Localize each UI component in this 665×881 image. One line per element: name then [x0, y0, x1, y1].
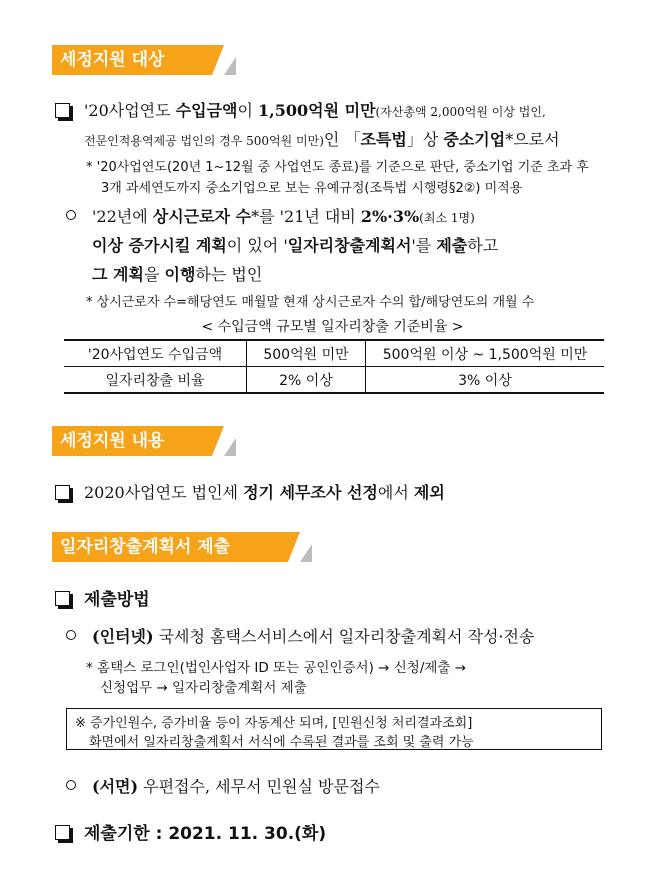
- section-title-target: 세정지원 대상: [52, 45, 212, 75]
- text: 인 「: [323, 130, 361, 149]
- circle-bullet-icon: [66, 210, 76, 220]
- text: 우편접수, 세무서 민원실 방문접수: [138, 777, 380, 796]
- target-note1-line2: 3개 과세연도까지 중소기업으로 보는 유예규정(조특법 시행령§2②) 미적용: [101, 181, 523, 196]
- text: *으로서: [505, 130, 560, 149]
- target-item2-line2: [92, 233, 498, 256]
- section-header-shadow: [300, 544, 312, 562]
- section-title-content: 세정지원 내용: [52, 426, 212, 456]
- text: 이 있어 ': [226, 236, 288, 255]
- section-header-accent: [212, 426, 224, 456]
- text: 에서: [377, 483, 414, 502]
- notice-line1: ※ 증가인원수, 증가비율 등이 자동계산 되며, [민원신청 처리결과조회]: [75, 716, 473, 731]
- method-title: 제출방법: [84, 590, 150, 610]
- text-bold: 상시근로자 수: [152, 207, 252, 226]
- text-small: 전문인적용역제공 법인의 경우 500억원 미만): [84, 134, 324, 148]
- online-note-line1: * 홈택스 로그인(법인사업자 ID 또는 공인인증서) → 신청/제출 →: [86, 660, 467, 676]
- circle-bullet-icon: [66, 780, 76, 790]
- text: 하고: [467, 236, 499, 255]
- checkbox-icon: [55, 485, 70, 500]
- table-row: [64, 367, 604, 394]
- checkbox-icon: [55, 103, 70, 118]
- text-bold: 이상 증가시킬 계획: [92, 236, 227, 255]
- target-note1-line1: * '20사업연도(20년 1~12월 중 사업연도 종료)를 기준으로 판단, 중소기업 기준 초과 후: [86, 160, 589, 175]
- target-item2-line3: [92, 262, 262, 285]
- text-bold: (서면): [92, 777, 139, 796]
- text-small: (최소 1명): [419, 211, 475, 225]
- table-caption: < 수입금액 규모별 일자리창출 기준비율 >: [201, 319, 464, 335]
- table-header-cell: '20사업연도 수입금액: [64, 340, 247, 367]
- table-cell: 2% 이상: [247, 367, 366, 394]
- table-cell: 3% 이상: [366, 367, 605, 394]
- table-header-cell: 500억원 미만: [247, 340, 366, 367]
- target-item1-line1: [84, 98, 546, 121]
- text-bold: 조특법: [360, 130, 407, 149]
- section-header-accent: [212, 45, 224, 75]
- text: *를 '21년 대비: [251, 207, 361, 226]
- deadline: 제출기한 : 2021. 11. 30.(화): [84, 824, 327, 844]
- section-header-accent: [288, 532, 300, 562]
- text-bold: 중소기업: [443, 130, 506, 149]
- text-bold: 1,500억원 미만: [258, 101, 376, 120]
- text-small: (자산총액 2,000억원 이상 법인,: [375, 105, 546, 119]
- table-header-cell: 500억원 이상 ~ 1,500억원 미만: [366, 340, 605, 367]
- text: '를: [411, 236, 437, 255]
- text: 하는 법인: [195, 265, 263, 284]
- section-header-shadow: [224, 438, 236, 456]
- text-bold: 2%·3%: [360, 207, 420, 226]
- text: '20사업연도: [84, 101, 176, 120]
- text-bold: 정기 세무조사 선정: [243, 483, 378, 502]
- ratio-table: [64, 339, 604, 394]
- target-item2-line1: [92, 204, 475, 227]
- content-line: [84, 480, 445, 503]
- text: 2020사업연도 법인세: [84, 483, 244, 502]
- checkbox-icon: [55, 825, 70, 840]
- text-bold: 일자리창출계획서: [287, 236, 412, 255]
- target-note2: * 상시근로자 수=해당연도 매월말 현재 상시근로자 수의 합/해당연도의 개월 수: [86, 295, 535, 310]
- paper-method: [92, 774, 380, 797]
- online-note-line2: 신청업무 → 일자리창출계획서 제출: [100, 680, 307, 696]
- notice-box: [66, 708, 602, 750]
- online-method: [92, 624, 534, 647]
- table-header-row: [64, 340, 604, 367]
- notice-line2: 화면에서 일자리창출계획서 서식에 수록된 결과를 조회 및 출력 가능: [89, 735, 474, 750]
- target-item1-line2: [84, 127, 560, 150]
- text: 이: [237, 101, 259, 120]
- text-bold: (인터넷): [92, 627, 154, 646]
- text: 국세청 홈택스서비스에서 일자리창출계획서 작성·전송: [153, 627, 535, 646]
- text-bold: 그 계획: [92, 265, 144, 284]
- text-bold: 이행: [164, 265, 196, 284]
- section-title-submit: 일자리창출계획서 제출: [52, 532, 288, 562]
- text: 」상: [406, 130, 444, 149]
- text-bold: 제외: [413, 483, 445, 502]
- text-bold: 제출: [436, 236, 468, 255]
- table-cell: 일자리창출 비율: [64, 367, 247, 394]
- text-bold: 수입금액: [175, 101, 238, 120]
- section-header-shadow: [224, 57, 236, 75]
- text: 을: [143, 265, 165, 284]
- text: '22년에: [92, 207, 153, 226]
- checkbox-icon: [55, 591, 70, 606]
- circle-bullet-icon: [66, 630, 76, 640]
